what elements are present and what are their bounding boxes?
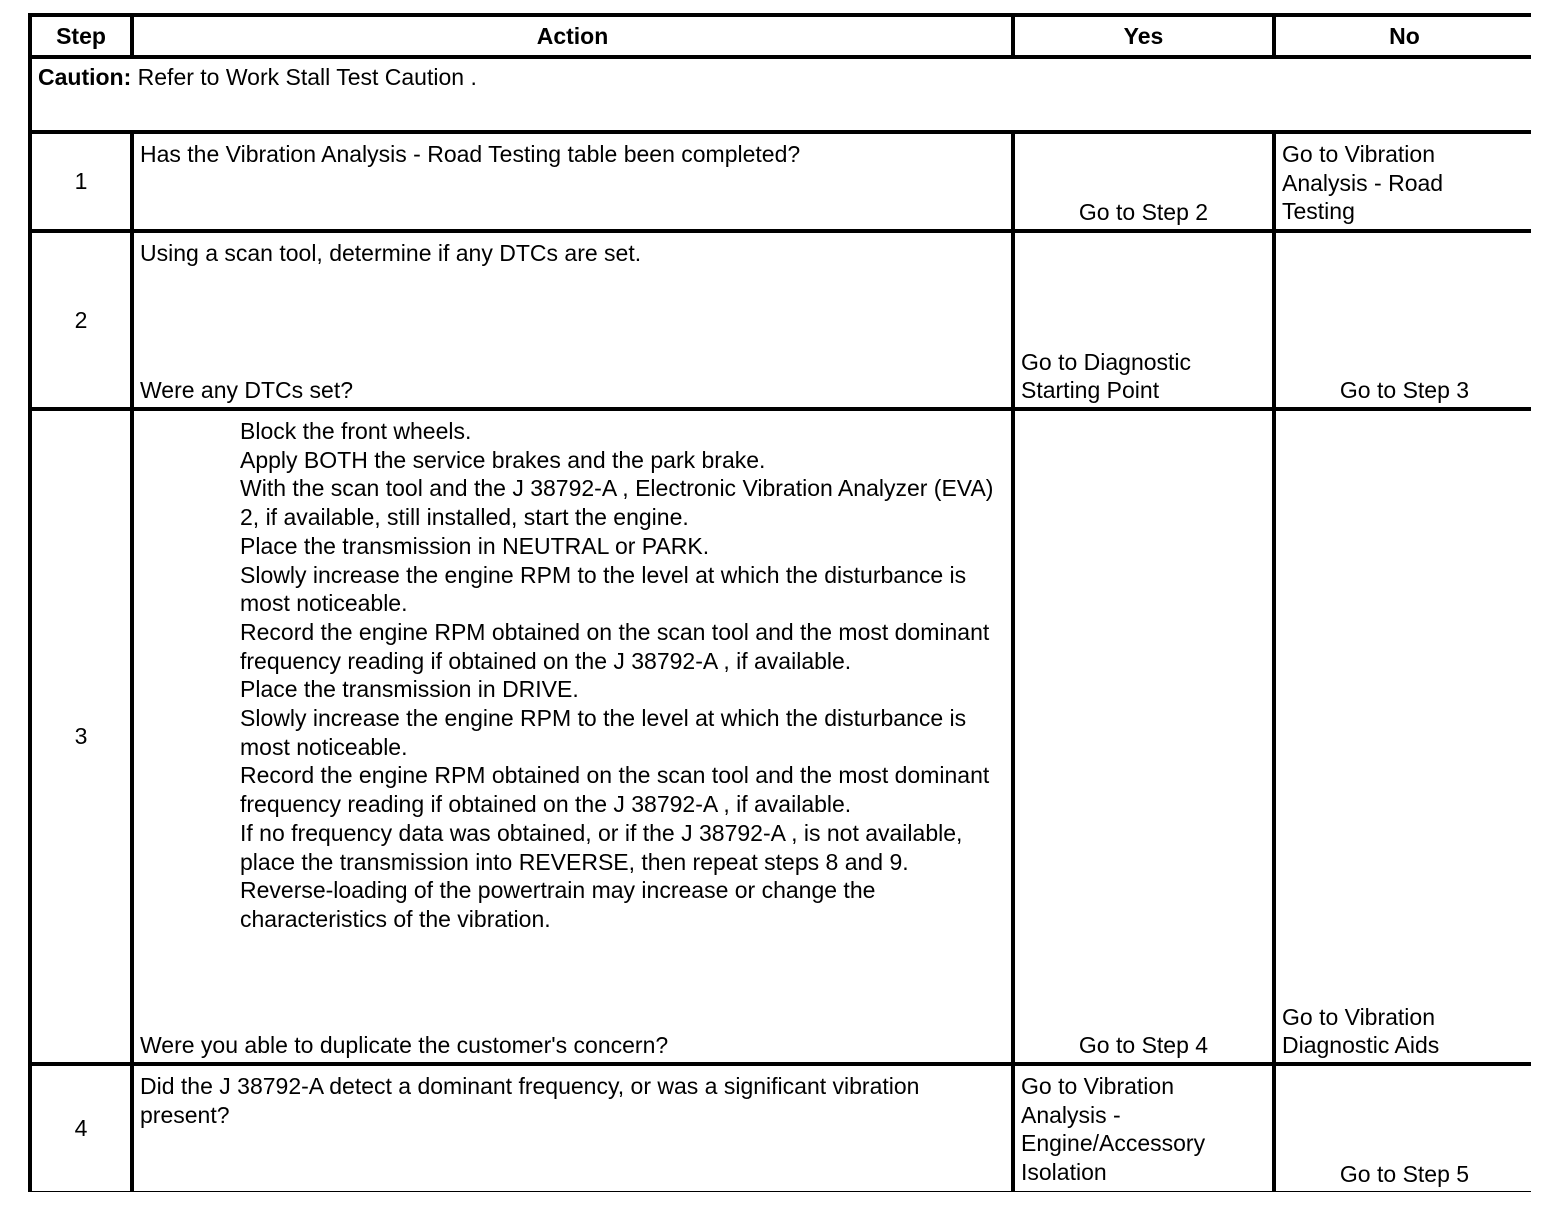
caution-line [38, 63, 1527, 92]
header-step: Step [32, 17, 130, 55]
yes-result: Go to Vibration Analysis - Engine/Accessory Isolation [1021, 1073, 1206, 1186]
procedure-item: With the scan tool and the J 38792-A , Electronic Vibration Analyzer (EVA) 2, if available, still installed, start the engine. [240, 475, 994, 531]
yes-result: Go to Diagnostic Starting Point [1021, 348, 1192, 404]
procedure-item: Place the transmission in NEUTRAL or PARK. [240, 532, 710, 559]
action-intro: Using a scan tool, determine if any DTCs are set. [140, 240, 642, 266]
no-cell [1276, 411, 1533, 1062]
procedure-item: Apply BOTH the service brakes and the park brake. [240, 446, 766, 473]
header-action: Action [134, 17, 1011, 55]
action-cell [134, 1066, 1011, 1191]
no-result: Go to Step 3 [1339, 377, 1470, 404]
yes-result: Go to Step 4 [1078, 1032, 1209, 1059]
header-no: No [1276, 17, 1533, 55]
procedure-item: Slowly increase the engine RPM to the level at which the disturbance is most noticeable. [240, 705, 967, 760]
no-cell [1276, 134, 1533, 229]
action-question: Has the Vibration Analysis - Road Testing table been completed? [140, 141, 801, 167]
yes-cell [1015, 411, 1272, 1062]
action-cell [134, 233, 1011, 407]
caution-label: Caution: [38, 64, 132, 90]
yes-cell [1015, 233, 1272, 407]
action-question: Did the J 38792-A detect a dominant frequency, or was a significant vibration present? [140, 1073, 920, 1128]
no-cell [1276, 233, 1533, 407]
step-number: 2 [32, 233, 130, 407]
procedure-item: If no frequency data was obtained, or if the J 38792-A , is not available, place the transmission into REVERSE, then repeat steps 8 and 9. Reverse-loading of the powertrain may increase or change the characteristics of the vibration. [240, 819, 963, 932]
action-question: Were any DTCs set? [140, 377, 354, 404]
header-yes: Yes [1015, 17, 1272, 55]
diagnostic-table [28, 13, 1531, 1192]
action-cell [134, 411, 1011, 1062]
step-number: 4 [32, 1066, 130, 1191]
no-result: Go to Step 5 [1339, 1161, 1470, 1188]
yes-result: Go to Step 2 [1078, 199, 1209, 226]
no-result: Go to Vibration Diagnostic Aids [1282, 1003, 1440, 1059]
procedure-list [140, 417, 1005, 934]
procedure-item: Place the transmission in DRIVE. [240, 676, 579, 703]
action-question: Were you able to duplicate the customer's concern? [140, 1032, 669, 1059]
yes-cell [1015, 134, 1272, 229]
procedure-item: Slowly increase the engine RPM to the level at which the disturbance is most noticeable. [240, 561, 967, 617]
no-cell [1276, 1066, 1533, 1191]
no-result: Go to Vibration Analysis - Road Testing [1282, 141, 1444, 225]
step-number: 3 [32, 411, 130, 1062]
procedure-item: Block the front wheels. [240, 418, 472, 444]
action-cell [134, 134, 1011, 229]
yes-cell [1015, 1066, 1272, 1191]
step-number: 1 [32, 134, 130, 229]
procedure-item: Record the engine RPM obtained on the scan tool and the most dominant frequency reading if obtained on the J 38792-A , if available. [240, 762, 990, 818]
procedure-item: Record the engine RPM obtained on the scan tool and the most dominant frequency reading if obtained on the J 38792-A , if available. [240, 618, 990, 674]
caution-text: Refer to Work Stall Test Caution . [131, 64, 477, 90]
caution-row [32, 59, 1533, 130]
